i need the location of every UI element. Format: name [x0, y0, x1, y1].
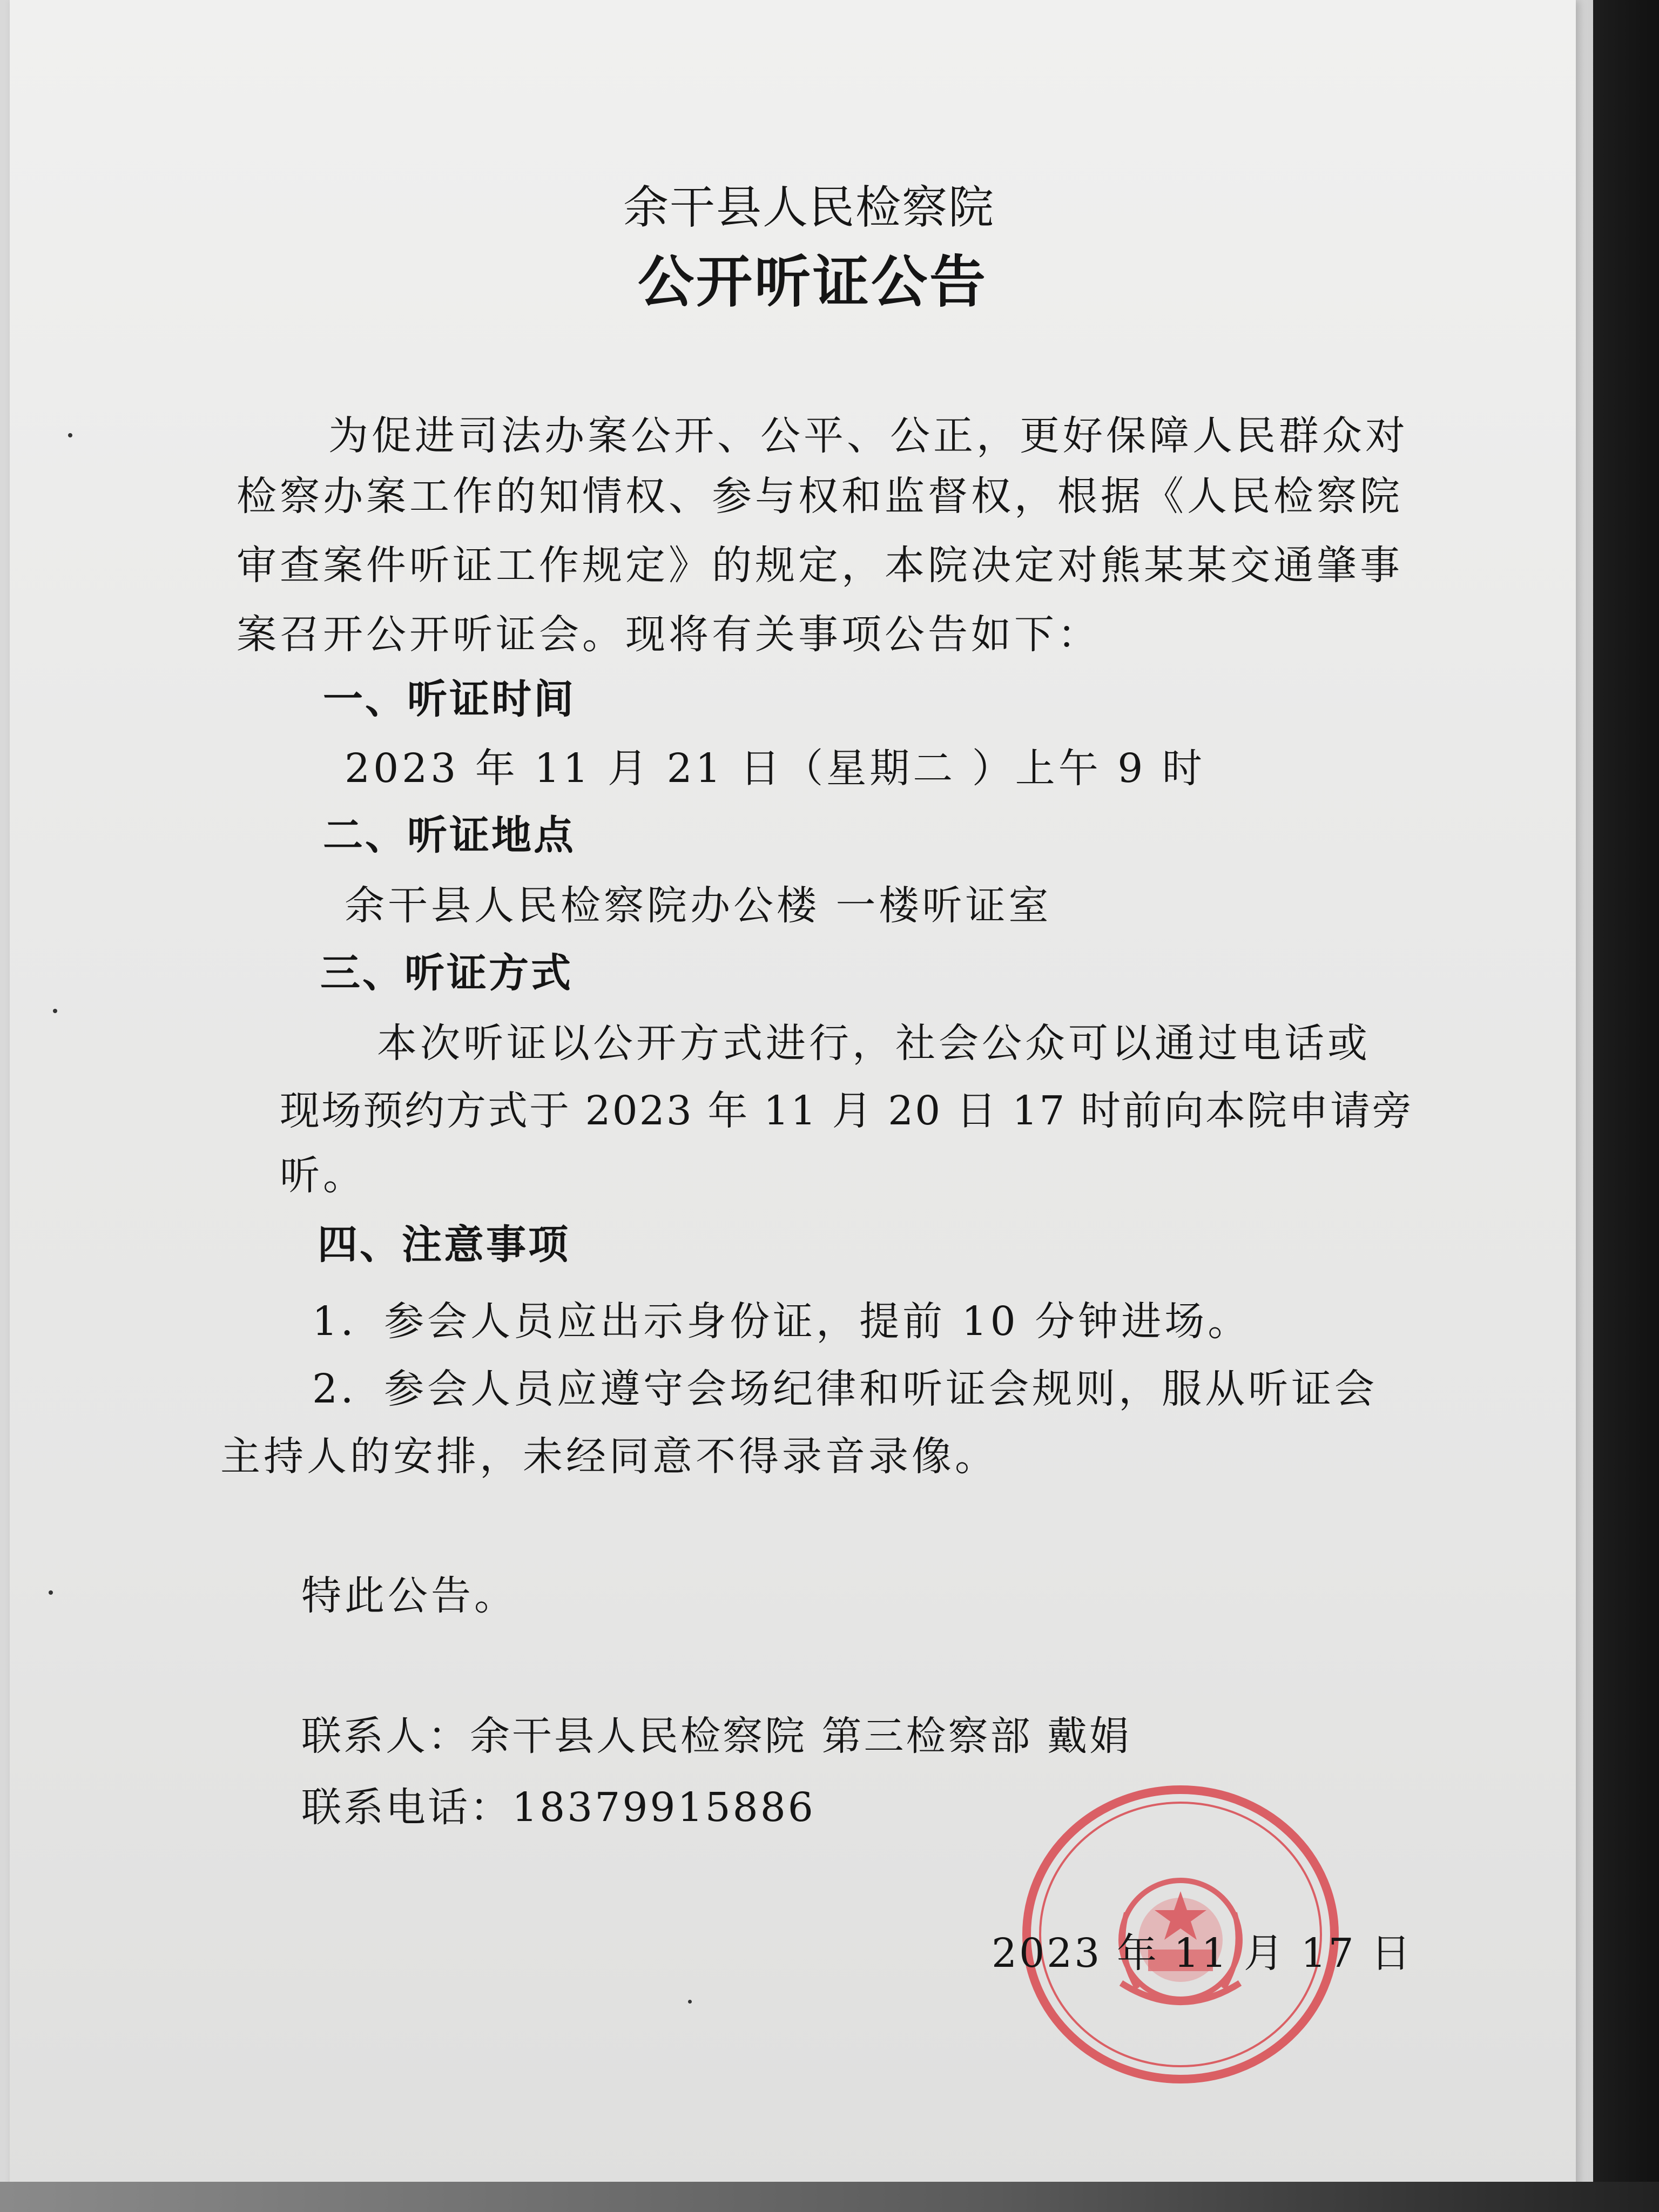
intro-line-2: 检察办案工作的知情权、参与权和监督权，根据《人民检察院 — [237, 473, 1403, 520]
contact-person: 联系人：余干县人民检察院 第三检察部 戴娟 — [301, 1713, 1132, 1759]
document-title: 公开听证公告 — [638, 248, 988, 315]
closing-text: 特此公告。 — [301, 1573, 517, 1619]
speck — [49, 1590, 53, 1595]
organization-name: 余干县人民检察院 — [623, 181, 995, 234]
section-method-heading: 三、听证方式 — [320, 950, 573, 996]
section-method-line-3: 听。 — [280, 1152, 366, 1199]
notes-item-2-line-1: 2．参会人员应遵守会场纪律和听证会规则，服从听证会 — [312, 1366, 1378, 1412]
notes-item-2-line-2: 主持人的安排，未经同意不得录音录像。 — [220, 1433, 998, 1480]
section-method-line-1: 本次听证以公开方式进行，社会公众可以通过电话或 — [377, 1020, 1371, 1067]
speck — [53, 1009, 57, 1013]
section-place-heading: 二、听证地点 — [323, 812, 576, 859]
section-time-content: 2023 年 11 月 21 日（星期二 ）上午 9 时 — [345, 745, 1205, 792]
section-place-content: 余干县人民检察院办公楼 一楼听证室 — [345, 882, 1052, 929]
speck — [68, 433, 72, 437]
intro-line-4: 案召开公开听证会。现将有关事项公告如下： — [237, 611, 1101, 658]
section-method-line-2: 现场预约方式于 2023 年 11 月 20 日 17 时前向本院申请旁 — [280, 1088, 1413, 1134]
intro-line-1: 为促进司法办案公开、公平、公正，更好保障人民群众对 — [328, 413, 1408, 459]
document-date: 2023 年 11 月 17 日 — [992, 1930, 1413, 1977]
section-notes-heading: 四、注意事项 — [318, 1222, 570, 1268]
speck — [688, 2000, 692, 2004]
notes-item-1: 1．参会人员应出示身份证，提前 10 分钟进场。 — [312, 1298, 1251, 1345]
notice-document — [10, 0, 1576, 2193]
intro-line-3: 审查案件听证工作规定》的规定，本院决定对熊某某交通肇事 — [237, 542, 1403, 589]
photo-bottom-edge — [0, 2182, 1659, 2212]
section-time-heading: 一、听证时间 — [323, 676, 576, 723]
contact-phone: 联系电话：18379915886 — [301, 1784, 815, 1831]
